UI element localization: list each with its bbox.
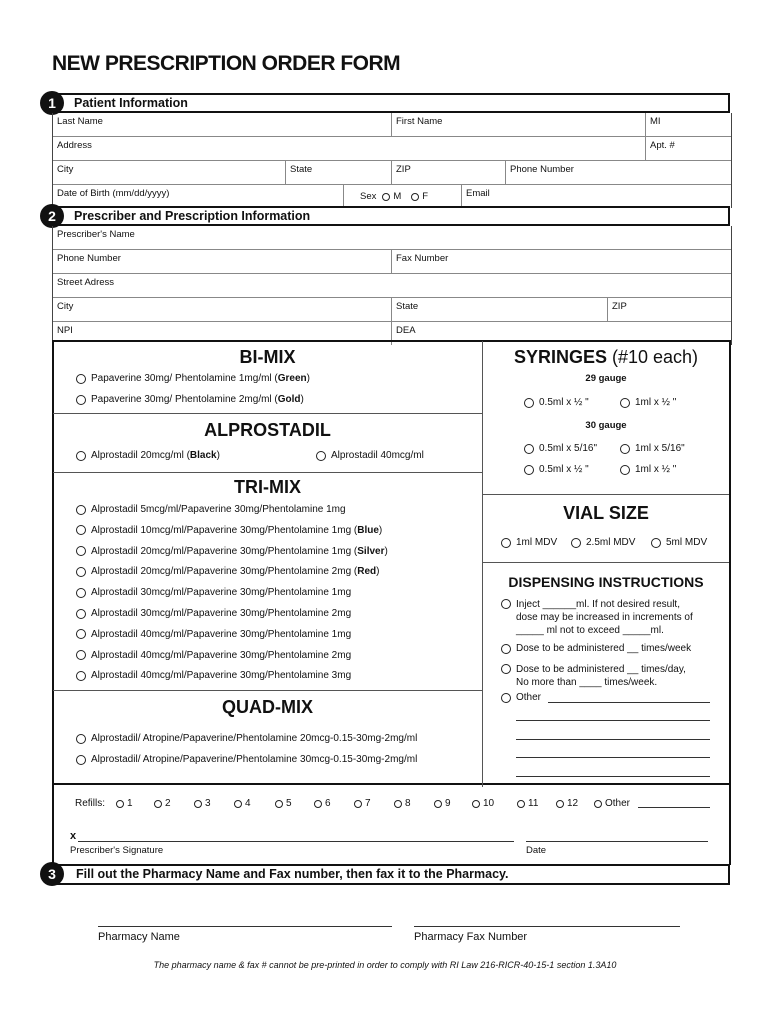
prescriber-phone-label: Phone Number [57,253,121,264]
radio-icon[interactable] [314,800,322,808]
option-text: 5 [286,798,292,809]
prescriber-state-label: State [396,301,419,312]
radio-icon[interactable] [524,444,534,454]
inject-line-3: _____ ml not to exceed _____ml. [516,625,664,636]
option-text: 9 [445,798,451,809]
gauge-30-label: 30 gauge [585,420,627,431]
syringes-title [483,347,729,368]
prescriber-state-field[interactable] [391,298,607,321]
radio-icon[interactable] [556,800,564,808]
sex-label: Sex [360,190,377,202]
option-text: Alprostadil 10mcg/ml/Papaverine 30mg/Phentolamine 1mg ( [91,524,358,536]
option-color: Green [277,373,307,384]
option-text: 8 [405,798,411,809]
option-text: 1ml x 5/16" [635,443,685,454]
apt-label: Apt. # [650,140,675,151]
radio-icon[interactable] [76,609,86,619]
radio-icon[interactable] [76,505,86,515]
option-text: 3 [205,798,211,809]
pharmacy-name-label: Pharmacy Name [98,931,180,943]
option-text: 2 [165,798,171,809]
option-text: 1 [127,798,133,809]
other-line[interactable] [516,739,710,740]
email-field[interactable] [461,185,731,208]
section-2-title: Prescriber and Prescription Information [74,209,311,223]
divider [483,494,729,495]
trimix-option[interactable] [76,629,351,640]
last-name-field[interactable] [53,113,391,136]
refill-option[interactable] [354,798,371,809]
email-label: Email [466,188,490,199]
other-line[interactable] [516,757,710,758]
option-text: Papaverine 30mg/ Phentolamine 1mg/ml ( [91,373,278,384]
option-text: Other [516,692,542,703]
refill-option[interactable] [154,798,171,809]
option-color: Gold [277,394,301,405]
option-text: 5ml MDV [666,537,708,548]
dispensing-daily-option[interactable] [501,663,723,689]
bimix-option[interactable] [76,373,310,384]
radio-icon[interactable] [76,650,86,660]
syringe-option[interactable] [620,397,676,408]
syringe-option[interactable] [524,397,589,408]
refill-option[interactable] [434,798,451,809]
prescriber-name-field[interactable] [53,226,731,249]
option-end: ) [376,566,380,578]
radio-icon[interactable] [501,599,511,609]
option-end: ) [306,373,311,384]
state-field[interactable] [285,161,391,184]
option-text: Alprostadil 40mcg/ml/Papaverine 30mg/Phentolamine 3mg [91,670,352,682]
vial-option[interactable] [571,537,635,548]
syringe-option[interactable] [524,443,597,454]
syringe-option[interactable] [620,443,685,454]
radio-icon[interactable] [594,800,602,808]
radio-icon[interactable] [76,671,86,681]
prescriber-city-label: City [57,301,74,312]
first-name-label: First Name [396,116,443,127]
option-text: Alprostadil 5mcg/ml/Papaverine 30mg/Phentolamine 1mg [91,504,346,515]
option-text: 1ml x ½ " [635,464,677,475]
option-text: Alprostadil 20mcg/ml/Papaverine 30mg/Phentolamine 1mg ( [91,545,358,557]
divider [53,413,482,414]
radio-icon[interactable] [620,465,630,475]
option-text: Alprostadil 40mcg/ml/Papaverine 30mg/Phentolamine 1mg [91,628,352,640]
option-text: Alprostadil 30mcg/ml/Papaverine 30mg/Phentolamine 2mg [91,608,352,619]
trimix-option[interactable] [76,546,388,557]
radio-icon[interactable] [620,444,630,454]
option-text: Papaverine 30mg/ Phentolamine 2mg/ml ( [91,394,278,405]
radio-icon[interactable] [76,567,86,577]
sex-f-radio[interactable] [411,193,419,201]
phone-label: Phone Number [510,164,574,175]
dispensing-other-option[interactable] [501,692,541,703]
option-text: 7 [365,798,371,809]
zip-label: ZIP [396,164,411,175]
footnote: The pharmacy name & fax # cannot be pre-printed in order to comply with RI Law 216-RICR-40-15-1 section 1.3A10 [153,960,617,970]
option-text: Alprostadil 40mcg/ml/Papaverine 30mg/Phentolamine 2mg [91,649,352,661]
trimix-option[interactable] [76,670,351,681]
option-text: 4 [245,798,251,809]
refill-option[interactable] [234,798,251,809]
radio-icon[interactable] [194,800,202,808]
option-end: ) [378,524,383,536]
refill-option[interactable] [314,798,331,809]
option-text: Dose to be administered __ times/week [516,643,692,654]
option-text: Alprostadil 20mcg/ml/Papaverine 30mg/Phentolamine 2mg ( [91,566,358,578]
date-line[interactable] [526,841,708,842]
section-1-number: 1 [40,91,64,115]
page-title: NEW PRESCRIPTION ORDER FORM [52,52,401,75]
refill-option[interactable] [394,798,411,809]
radio-icon[interactable] [76,525,86,535]
alprostadil-option-20[interactable] [76,450,220,461]
divider [483,562,729,563]
fax-label: Fax Number [396,253,449,264]
radio-icon[interactable] [571,538,581,548]
radio-icon[interactable] [275,800,283,808]
vial-option[interactable] [651,537,707,548]
state-label: State [290,164,313,175]
radio-icon[interactable] [651,538,661,548]
radio-icon[interactable] [76,374,86,384]
option-text: Alprostadil/ Atropine/Papaverine/Phentolamine 30mcg-0.15-30mg-2mg/ml [91,754,418,765]
radio-icon[interactable] [154,800,162,808]
pharmacy-fax-line[interactable] [414,926,680,927]
radio-icon[interactable] [501,644,511,654]
sex-field [343,185,461,208]
radio-icon[interactable] [76,395,86,405]
option-end: ) [216,450,220,461]
city-label: City [57,164,74,175]
syringe-option[interactable] [524,464,589,475]
option-text: 0.5ml x 5/16" [539,443,598,454]
syringes-subtitle: (#10 each) [611,347,699,367]
sex-m-label: M [393,190,402,202]
fax-field[interactable] [391,250,731,273]
trimix-option[interactable] [76,587,351,598]
dea-label: DEA [396,325,416,336]
prescriber-name-label: Prescriber's Name [57,229,135,240]
quadmix-option[interactable] [76,754,417,765]
option-text: 1ml MDV [516,537,558,548]
mi-field[interactable] [645,113,731,136]
signature-line[interactable] [78,841,514,842]
daily-line-1: Dose to be administered __ times/day, [516,664,686,675]
radio-icon[interactable] [116,800,124,808]
refill-option[interactable] [517,798,538,809]
trimix-option[interactable] [76,525,382,536]
option-text: 6 [325,798,331,809]
option-color: Silver [357,545,385,557]
prescriber-zip-field[interactable] [607,298,731,321]
sex-f-label: F [422,190,429,202]
divider [53,690,482,691]
dispensing-weekly-option[interactable] [501,643,691,654]
option-text: 10 [483,798,495,809]
refill-other-option[interactable] [594,798,630,809]
option-text: Alprostadil 40mcg/ml [331,450,424,461]
npi-label: NPI [57,325,73,336]
radio-icon[interactable] [76,451,86,461]
column-divider [482,341,483,787]
last-name-label: Last Name [57,116,103,127]
address-label: Address [57,140,92,151]
patient-info-grid [52,113,732,208]
other-line[interactable] [548,702,710,703]
option-end: ) [384,545,388,557]
prescriber-phone-field[interactable] [53,250,391,273]
address-field[interactable] [53,137,645,160]
inject-line-2: dose may be increased in increments of [516,612,693,623]
signature-label: Prescriber's Signature [70,845,164,856]
quadmix-option[interactable] [76,733,417,744]
radio-icon[interactable] [76,588,86,598]
radio-icon[interactable] [501,538,511,548]
radio-icon[interactable] [76,629,86,639]
date-label: Date [526,845,547,856]
option-text: Alprostadil 20mcg/ml ( [91,450,190,461]
alprostadil-option-40[interactable] [316,450,424,461]
street-label: Street Adress [57,277,115,288]
trimix-option[interactable] [76,608,351,619]
refill-other-line[interactable] [638,807,710,808]
refills-label: Refills: [75,798,106,809]
other-line[interactable] [516,720,710,721]
section-3-title: Fill out the Pharmacy Name and Fax number, then fax it to the Pharmacy. [76,867,509,881]
vial-title: VIAL SIZE [563,503,649,523]
gauge-29-label: 29 gauge [585,373,627,384]
street-field[interactable] [53,274,731,297]
prescriber-zip-label: ZIP [612,301,627,312]
option-text: 11 [528,798,539,809]
prescriber-info-grid [52,226,732,345]
inject-line-1: Inject ______ml. If not desired result, [516,599,680,610]
dispensing-inject-option[interactable] [501,598,723,637]
trimix-option[interactable] [76,504,346,515]
dob-field[interactable] [53,185,343,208]
mi-label: MI [650,116,661,127]
dispensing-title: DISPENSING INSTRUCTIONS [508,574,704,590]
option-color: Red [357,566,377,578]
vial-option[interactable] [501,537,557,548]
radio-icon[interactable] [501,664,511,674]
radio-icon[interactable] [434,800,442,808]
refill-option[interactable] [472,798,494,809]
refill-option[interactable] [556,798,578,809]
radio-icon[interactable] [394,800,402,808]
phone-field[interactable] [505,161,731,184]
prescriber-city-field[interactable] [53,298,391,321]
trimix-title: TRI-MIX [234,477,301,497]
other-line[interactable] [516,776,710,777]
radio-icon[interactable] [472,800,480,808]
radio-icon[interactable] [234,800,242,808]
radio-icon[interactable] [76,734,86,744]
refill-option[interactable] [194,798,211,809]
bimix-title: BI-MIX [239,347,296,367]
pharmacy-name-line[interactable] [98,926,392,927]
option-text: Alprostadil 30mcg/ml/Papaverine 30mg/Phentolamine 1mg [91,587,352,599]
bimix-option[interactable] [76,394,304,405]
apt-field[interactable] [645,137,731,160]
quadmix-title: QUAD-MIX [222,697,313,717]
section-3-number: 3 [40,862,64,886]
refill-option[interactable] [275,798,292,809]
trimix-option[interactable] [76,650,351,661]
option-text: 0.5ml x ½ " [539,464,589,475]
radio-icon[interactable] [76,546,86,556]
section-2-number: 2 [40,204,64,228]
radio-icon[interactable] [524,465,534,475]
radio-icon[interactable] [354,800,362,808]
sex-m-radio[interactable] [382,193,390,201]
divider [53,472,482,473]
trimix-option[interactable] [76,566,380,577]
city-field[interactable] [53,161,285,184]
option-text: 12 [567,798,579,809]
option-text: Alprostadil/ Atropine/Papaverine/Phentolamine 20mcg-0.15-30mg-2mg/ml [91,733,418,744]
option-text: Other [605,798,631,809]
daily-line-2: No more than ____ times/week. [516,677,658,688]
zip-field[interactable] [391,161,505,184]
radio-icon[interactable] [517,800,525,808]
refill-option[interactable] [116,798,133,809]
alprostadil-title: ALPROSTADIL [204,420,331,440]
radio-icon[interactable] [316,451,326,461]
option-end: ) [300,394,304,405]
option-color: Black [189,450,217,461]
signature-x: x [70,830,77,842]
option-text: 0.5ml x ½ " [539,397,589,408]
option-color: Blue [357,524,379,536]
option-text: 2.5ml MDV [586,537,636,548]
radio-icon[interactable] [76,755,86,765]
syringes-title-text: SYRINGES [513,347,607,367]
syringe-option[interactable] [620,464,676,475]
first-name-field[interactable] [391,113,645,136]
section-1-title: Patient Information [74,96,188,110]
radio-icon[interactable] [524,398,534,408]
radio-icon[interactable] [501,693,511,703]
option-text: 1ml x ½ " [635,397,677,408]
radio-icon[interactable] [620,398,630,408]
pharmacy-fax-label: Pharmacy Fax Number [414,931,528,943]
dob-label: Date of Birth (mm/dd/yyyy) [57,188,170,199]
